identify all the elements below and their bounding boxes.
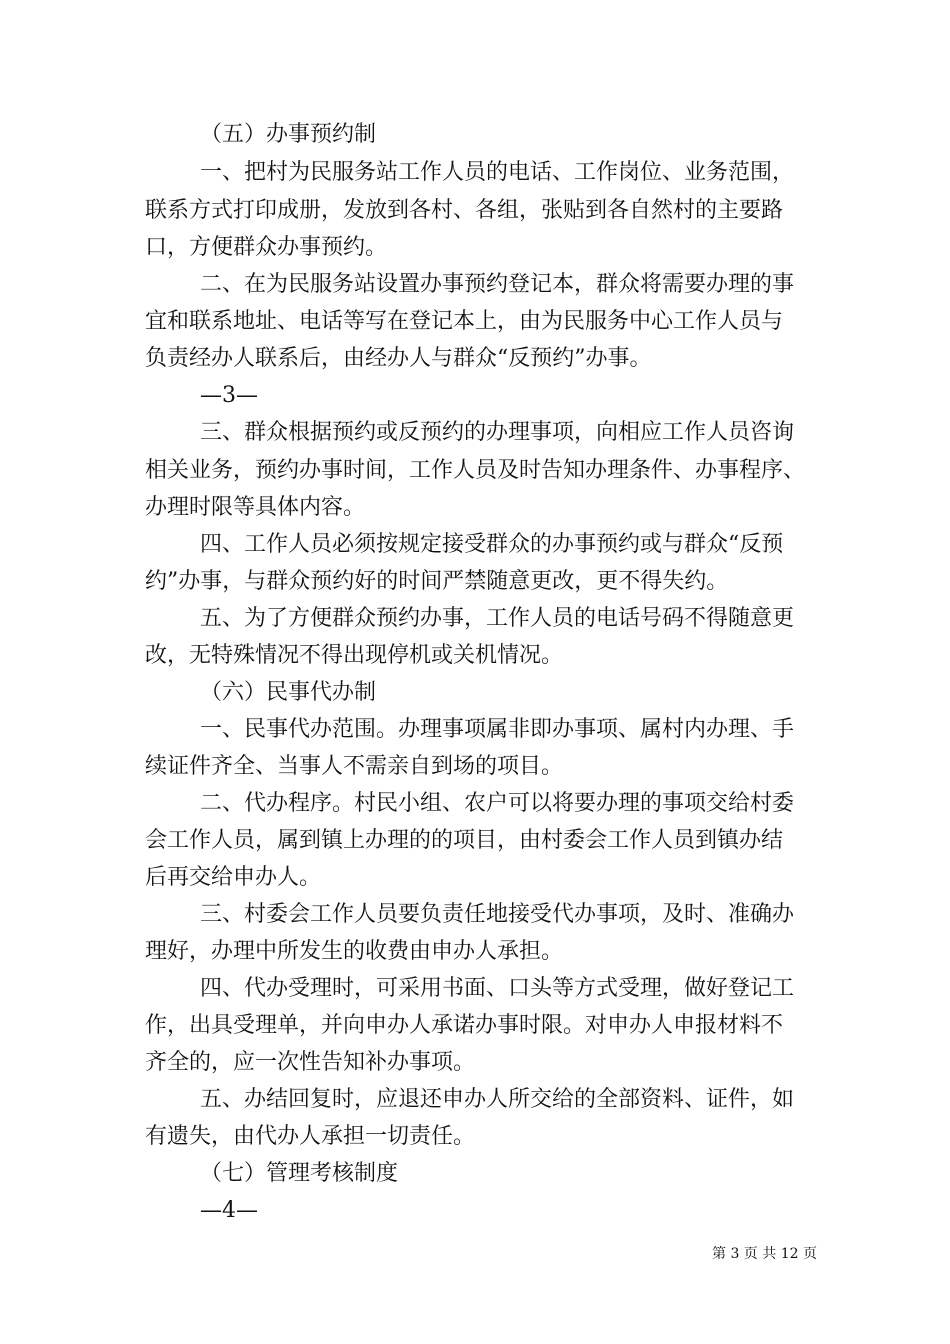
paragraph-line: 作，出具受理单，并向申办人承诺办事时限。对申办人申报材料不 [145, 1013, 784, 1038]
paragraph-line: 一、民事代办范围。办理事项属非即办事项、属村内办理、手 [200, 717, 795, 742]
paragraph-line: 负责经办人联系后，由经办人与群众“反预约”办事。 [145, 346, 652, 371]
paragraph-line: 齐全的，应一次性告知补办事项。 [145, 1050, 476, 1075]
paragraph-line: 办理时限等具体内容。 [145, 495, 366, 520]
paragraph-line: 二、代办程序。村民小组、农户可以将要办理的事项交给村委 [200, 791, 795, 816]
paragraph-line: 续证件齐全、当事人不需亲自到场的项目。 [145, 754, 564, 779]
paragraph-line: 约”办事，与群众预约好的时间严禁随意更改，更不得失约。 [145, 569, 729, 594]
paragraph-line: 三、村委会工作人员要负责任地接受代办事项，及时、准确办 [200, 902, 795, 927]
paragraph-line: 改，无特殊情况不得出现停机或关机情况。 [145, 643, 564, 668]
section-heading-6: （六）民事代办制 [200, 680, 377, 705]
paragraph-line: 相关业务，预约办事时间，工作人员及时告知办理条件、办事程序、 [145, 458, 806, 483]
paragraph-line: 五、办结回复时，应退还申办人所交给的全部资料、证件，如 [200, 1087, 795, 1112]
paragraph-line: 四、工作人员必须按规定接受群众的办事预约或与群众“反预 [200, 532, 784, 557]
paragraph-line: 口，方便群众办事预约。 [145, 235, 388, 260]
paragraph-line: 二、在为民服务站设置办事预约登记本，群众将需要办理的事 [200, 272, 795, 297]
paragraph-line: 四、代办受理时，可采用书面、口头等方式受理，做好登记工 [200, 976, 795, 1001]
paragraph-line: 联系方式打印成册，发放到各村、各组，张贴到各自然村的主要路 [145, 198, 784, 223]
page-number-footer: 第 3 页 共 12 页 [712, 1246, 817, 1262]
paragraph-line: 后再交给申办人。 [145, 865, 322, 890]
paragraph-line: 理好，办理中所发生的收费由申办人承担。 [145, 939, 564, 964]
paragraph-line: 宜和联系地址、电话等写在登记本上，由为民服务中心工作人员与 [145, 309, 784, 334]
paragraph-line: 会工作人员，属到镇上办理的的项目，由村委会工作人员到镇办结 [145, 828, 784, 853]
paragraph-line: 五、为了方便群众预约办事，工作人员的电话号码不得随意更 [200, 606, 795, 631]
page-marker: —3— [200, 383, 258, 408]
paragraph-line: 三、群众根据预约或反预约的办理事项，向相应工作人员咨询 [200, 420, 795, 445]
paragraph-line: 一、把村为民服务站工作人员的电话、工作岗位、业务范围， [200, 160, 795, 185]
section-heading-5: （五）办事预约制 [200, 122, 377, 147]
section-heading-7: （七）管理考核制度 [200, 1161, 399, 1186]
paragraph-line: 有遗失，由代办人承担一切责任。 [145, 1124, 476, 1149]
page-marker: —4— [200, 1198, 258, 1223]
